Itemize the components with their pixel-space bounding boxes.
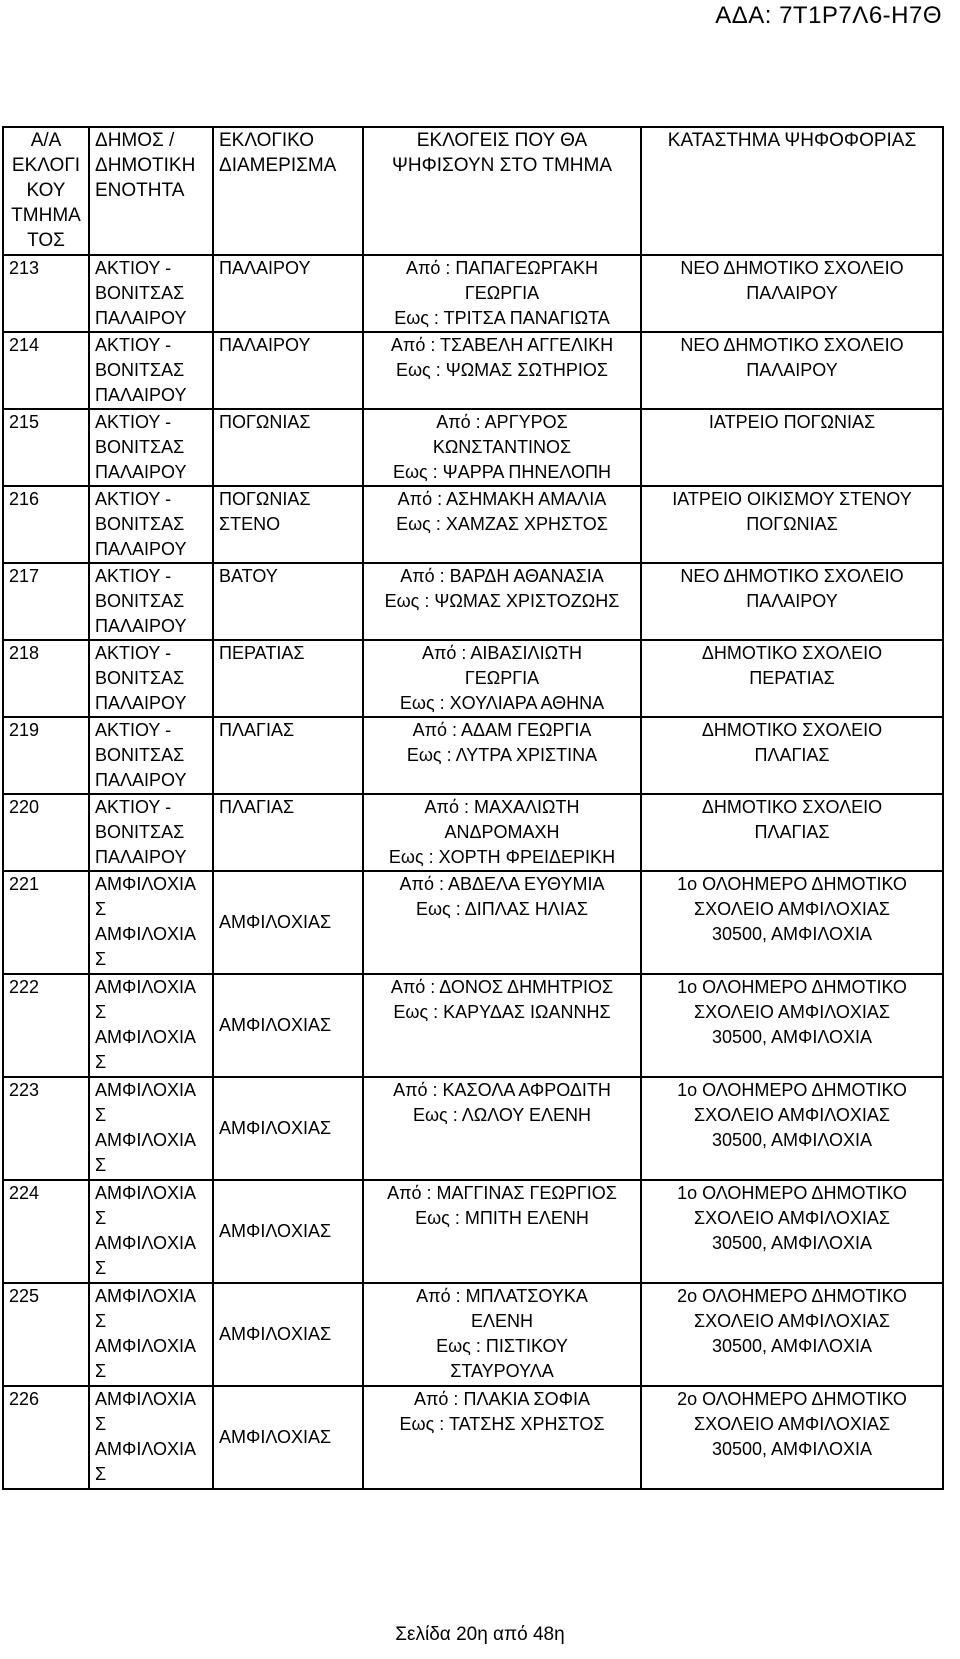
row-station: 1ο ΟΛΟΗΜΕΡΟ ΔΗΜΟΤΙΚΟ ΣΧΟΛΕΙΟ ΑΜΦΙΛΟΧΙΑΣ 30500, ΑΜΦΙΛΟΧΙΑ (641, 1077, 943, 1180)
row-number: 217 (3, 563, 89, 640)
row-voters-from: Από : ΤΣΑΒΕΛΗ ΑΓΓΕΛΙΚΗ (390, 335, 614, 355)
row-voters-to: Εως : ΠΙΣΤΙΚΟΥ ΣΤΑΥΡΟΥΛΑ (436, 1336, 568, 1381)
row-voters-to: Εως : ΛΩΛΟΥ ΕΛΕΝΗ (412, 1105, 591, 1125)
row-voters-from: Από : ΠΛΑΚΙΑ ΣΟΦΙΑ (414, 1389, 590, 1409)
row-district: ΑΜΦΙΛΟΧΙΑΣ (213, 974, 363, 1077)
header-voters: ΕΚΛΟΓΕΙΣ ΠΟΥ ΘΑ ΨΗΦΙΣΟΥΝ ΣΤΟ ΤΜΗΜΑ (363, 127, 641, 255)
table-row (3, 1180, 943, 1283)
row-district: ΑΜΦΙΛΟΧΙΑΣ (213, 1386, 363, 1489)
row-voters-to: Εως : ΧΑΜΖΑΣ ΧΡΗΣΤΟΣ (396, 514, 608, 534)
row-district: ΠΟΓΩΝΙΑΣ (213, 409, 363, 486)
table-row (3, 563, 943, 640)
row-voters-to: Εως : ΜΠΙΤΗ ΕΛΕΝΗ (415, 1208, 589, 1228)
table-row (3, 871, 943, 974)
row-district: ΠΟΓΩΝΙΑΣ ΣΤΕΝΟ (213, 486, 363, 563)
row-voters-to: Εως : ΤΑΤΣΗΣ ΧΡΗΣΤΟΣ (399, 1414, 605, 1434)
row-voters-from: Από : ΒΑΡΔΗ ΑΘΑΝΑΣΙΑ (400, 566, 604, 586)
row-voters-to: Εως : ΨΩΜΑΣ ΧΡΙΣΤΟΖΩΗΣ (384, 591, 620, 611)
row-municipality: ΑΜΦΙΛΟΧΙΑ Σ ΑΜΦΙΛΟΧΙΑ Σ (95, 1080, 197, 1175)
row-municipality: ΑΚΤΙΟΥ - ΒΟΝΙΤΣΑΣ ΠΑΛΑΙΡΟΥ (95, 566, 187, 636)
polling-stations-table (2, 126, 944, 1490)
row-district: ΠΛΑΓΙΑΣ (213, 794, 363, 871)
row-station: 1ο ΟΛΟΗΜΕΡΟ ΔΗΜΟΤΙΚΟ ΣΧΟΛΕΙΟ ΑΜΦΙΛΟΧΙΑΣ 30500, ΑΜΦΙΛΟΧΙΑ (641, 1180, 943, 1283)
row-voters-from: Από : ΜΑΧΑΛΙΩΤΗ ΑΝΔΡΟΜΑΧΗ (424, 797, 580, 842)
header-district: ΕΚΛΟΓΙΚΟ ΔΙΑΜΕΡΙΣΜΑ (213, 127, 363, 255)
table-row (3, 409, 943, 486)
table-row (3, 1386, 943, 1489)
row-voters-to: Εως : ΨΑΡΡΑ ΠΗΝΕΛΟΠΗ (392, 462, 612, 482)
row-municipality: ΑΜΦΙΛΟΧΙΑ Σ ΑΜΦΙΛΟΧΙΑ Σ (95, 874, 197, 969)
row-station: ΔΗΜΟΤΙΚΟ ΣΧΟΛΕΙΟ ΠΛΑΓΙΑΣ (641, 794, 943, 871)
row-district: ΒΑΤΟΥ (213, 563, 363, 640)
row-district: ΑΜΦΙΛΟΧΙΑΣ (213, 1283, 363, 1386)
row-voters-from: Από : ΠΑΠΑΓΕΩΡΓΑΚΗ ΓΕΩΡΓΙΑ (405, 258, 599, 303)
row-station: 1ο ΟΛΟΗΜΕΡΟ ΔΗΜΟΤΙΚΟ ΣΧΟΛΕΙΟ ΑΜΦΙΛΟΧΙΑΣ 30500, ΑΜΦΙΛΟΧΙΑ (641, 871, 943, 974)
row-municipality: ΑΜΦΙΛΟΧΙΑ Σ ΑΜΦΙΛΟΧΙΑ Σ (95, 1183, 197, 1278)
row-number: 214 (3, 332, 89, 409)
row-number: 221 (3, 871, 89, 974)
row-voters-to: Εως : ΧΟΥΛΙΑΡΑ ΑΘΗΝΑ (399, 693, 605, 713)
row-municipality: ΑΚΤΙΟΥ - ΒΟΝΙΤΣΑΣ ΠΑΛΑΙΡΟΥ (95, 258, 187, 328)
row-voters-to: Εως : ΚΑΡΥΔΑΣ ΙΩΑΝΝΗΣ (393, 1002, 611, 1022)
table-row (3, 717, 943, 794)
row-voters-from: Από : ΑΙΒΑΣΙΛΙΩΤΗ ΓΕΩΡΓΙΑ (421, 643, 583, 688)
table-header-row (3, 127, 943, 255)
row-municipality: ΑΚΤΙΟΥ - ΒΟΝΙΤΣΑΣ ΠΑΛΑΙΡΟΥ (95, 643, 187, 713)
row-district: ΠΑΛΑΙΡΟΥ (213, 255, 363, 332)
row-voters-from: Από : ΜΠΛΑΤΣΟΥΚΑ ΕΛΕΝΗ (416, 1286, 588, 1331)
header-municipality: ΔΗΜΟΣ / ΔΗΜΟΤΙΚΗ ΕΝΟΤΗΤΑ (89, 127, 213, 255)
row-number: 215 (3, 409, 89, 486)
row-voters-from: Από : ΑΣΗΜΑΚΗ ΑΜΑΛΙΑ (397, 489, 607, 509)
table-row (3, 1077, 943, 1180)
row-voters-to: Εως : ΔΙΠΛΑΣ ΗΛΙΑΣ (415, 899, 589, 919)
row-district: ΠΕΡΑΤΙΑΣ (213, 640, 363, 717)
row-station: ΝΕΟ ΔΗΜΟΤΙΚΟ ΣΧΟΛΕΙΟ ΠΑΛΑΙΡΟΥ (641, 332, 943, 409)
row-number: 223 (3, 1077, 89, 1180)
row-voters-from: Από : ΜΑΓΓΙΝΑΣ ΓΕΩΡΓΙΟΣ (387, 1183, 617, 1203)
row-municipality: ΑΚΤΙΟΥ - ΒΟΝΙΤΣΑΣ ΠΑΛΑΙΡΟΥ (95, 489, 187, 559)
row-station: 1ο ΟΛΟΗΜΕΡΟ ΔΗΜΟΤΙΚΟ ΣΧΟΛΕΙΟ ΑΜΦΙΛΟΧΙΑΣ 30500, ΑΜΦΙΛΟΧΙΑ (641, 974, 943, 1077)
row-station: ΔΗΜΟΤΙΚΟ ΣΧΟΛΕΙΟ ΠΕΡΑΤΙΑΣ (641, 640, 943, 717)
row-number: 225 (3, 1283, 89, 1386)
row-number: 226 (3, 1386, 89, 1489)
row-municipality: ΑΚΤΙΟΥ - ΒΟΝΙΤΣΑΣ ΠΑΛΑΙΡΟΥ (95, 720, 187, 790)
row-voters-to: Εως : ΛΥΤΡΑ ΧΡΙΣΤΙΝΑ (406, 745, 598, 765)
row-voters-from: Από : ΚΑΣΟΛΑ ΑΦΡΟΔΙΤΗ (393, 1080, 611, 1100)
row-district: ΠΛΑΓΙΑΣ (213, 717, 363, 794)
row-district: ΠΑΛΑΙΡΟΥ (213, 332, 363, 409)
row-station: ΙΑΤΡΕΙΟ ΠΟΓΩΝΙΑΣ (641, 409, 943, 486)
header-aa: Α/Α ΕΚΛΟΓΙ ΚΟΥ ΤΜΗΜΑ ΤΟΣ (3, 127, 89, 255)
row-station: ΝΕΟ ΔΗΜΟΤΙΚΟ ΣΧΟΛΕΙΟ ΠΑΛΑΙΡΟΥ (641, 563, 943, 640)
row-number: 218 (3, 640, 89, 717)
row-number: 219 (3, 717, 89, 794)
row-voters-to: Εως : ΤΡΙΤΣΑ ΠΑΝΑΓΙΩΤΑ (394, 308, 610, 328)
table-row (3, 486, 943, 563)
page-footer: Σελίδα 20η από 48η (395, 1624, 565, 1645)
row-station: 2ο ΟΛΟΗΜΕΡΟ ΔΗΜΟΤΙΚΟ ΣΧΟΛΕΙΟ ΑΜΦΙΛΟΧΙΑΣ 30500, ΑΜΦΙΛΟΧΙΑ (641, 1386, 943, 1489)
row-district: ΑΜΦΙΛΟΧΙΑΣ (213, 1077, 363, 1180)
table-row (3, 640, 943, 717)
row-municipality: ΑΜΦΙΛΟΧΙΑ Σ ΑΜΦΙΛΟΧΙΑ Σ (95, 1389, 197, 1484)
table-row (3, 1283, 943, 1386)
ada-code: ΑΔΑ: 7Τ1Ρ7Λ6-Η7Θ (715, 2, 942, 29)
table-row (3, 974, 943, 1077)
row-number: 222 (3, 974, 89, 1077)
table-row (3, 794, 943, 871)
row-number: 220 (3, 794, 89, 871)
table-row (3, 255, 943, 332)
row-number: 216 (3, 486, 89, 563)
row-municipality: ΑΚΤΙΟΥ - ΒΟΝΙΤΣΑΣ ΠΑΛΑΙΡΟΥ (95, 335, 187, 405)
row-voters-to: Εως : ΨΩΜΑΣ ΣΩΤΗΡΙΟΣ (395, 360, 609, 380)
row-station: ΝΕΟ ΔΗΜΟΤΙΚΟ ΣΧΟΛΕΙΟ ΠΑΛΑΙΡΟΥ (641, 255, 943, 332)
row-voters-from: Από : ΑΒΔΕΛΑ ΕΥΘΥΜΙΑ (399, 874, 605, 894)
row-number: 224 (3, 1180, 89, 1283)
row-municipality: ΑΜΦΙΛΟΧΙΑ Σ ΑΜΦΙΛΟΧΙΑ Σ (95, 1286, 197, 1381)
row-municipality: ΑΚΤΙΟΥ - ΒΟΝΙΤΣΑΣ ΠΑΛΑΙΡΟΥ (95, 412, 187, 482)
table-row (3, 332, 943, 409)
row-voters-from: Από : ΑΔΑΜ ΓΕΩΡΓΙΑ (412, 720, 592, 740)
row-station: 2ο ΟΛΟΗΜΕΡΟ ΔΗΜΟΤΙΚΟ ΣΧΟΛΕΙΟ ΑΜΦΙΛΟΧΙΑΣ 30500, ΑΜΦΙΛΟΧΙΑ (641, 1283, 943, 1386)
row-municipality: ΑΜΦΙΛΟΧΙΑ Σ ΑΜΦΙΛΟΧΙΑ Σ (95, 977, 197, 1072)
row-voters-to: Εως : ΧΟΡΤΗ ΦΡΕΙΔΕΡΙΚΗ (388, 847, 616, 867)
row-voters-from: Από : ΔΟΝΟΣ ΔΗΜΗΤΡΙΟΣ (390, 977, 614, 997)
header-station: ΚΑΤΑΣΤΗΜΑ ΨΗΦΟΦΟΡΙΑΣ (641, 127, 943, 255)
row-district: ΑΜΦΙΛΟΧΙΑΣ (213, 1180, 363, 1283)
row-station: ΙΑΤΡΕΙΟ ΟΙΚΙΣΜΟΥ ΣΤΕΝΟΥ ΠΟΓΩΝΙΑΣ (641, 486, 943, 563)
row-municipality: ΑΚΤΙΟΥ - ΒΟΝΙΤΣΑΣ ΠΑΛΑΙΡΟΥ (95, 797, 187, 867)
row-district: ΑΜΦΙΛΟΧΙΑΣ (213, 871, 363, 974)
row-number: 213 (3, 255, 89, 332)
row-station: ΔΗΜΟΤΙΚΟ ΣΧΟΛΕΙΟ ΠΛΑΓΙΑΣ (641, 717, 943, 794)
row-voters-from: Από : ΑΡΓΥΡΟΣ ΚΩΝΣΤΑΝΤΙΝΟΣ (432, 412, 572, 457)
